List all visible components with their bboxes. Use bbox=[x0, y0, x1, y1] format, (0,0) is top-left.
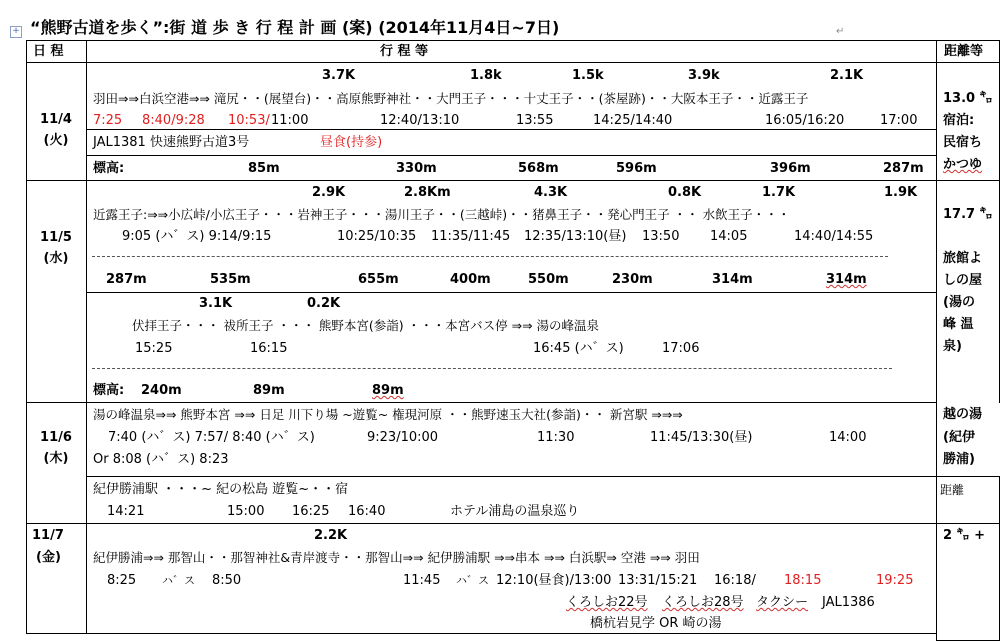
header-distance: 距離等 bbox=[944, 44, 984, 59]
segment-distance: 3.9k bbox=[688, 68, 720, 83]
distance-column-line bbox=[936, 40, 937, 641]
lodging-name: (湯の bbox=[943, 295, 975, 310]
lodging-label: 宿泊: bbox=[943, 113, 975, 128]
elevation-label: 標高: bbox=[93, 161, 125, 176]
segment-distance: 1.5k bbox=[572, 68, 604, 83]
elevation: 240m bbox=[141, 383, 182, 398]
day-date: 11/4 bbox=[40, 112, 72, 127]
segment-distance: 1.8k bbox=[470, 68, 502, 83]
time: 9:23/10:00 bbox=[367, 430, 439, 445]
lodging-name: 勝浦) bbox=[943, 452, 975, 467]
elevation: 568m bbox=[518, 161, 559, 176]
time: 14:40/14:55 bbox=[794, 229, 874, 244]
flight-info: JAL1386 bbox=[822, 595, 875, 610]
time-red: 8:40/9:28 bbox=[142, 113, 205, 128]
transport-name: タクシー bbox=[756, 595, 809, 610]
elevation: 287m bbox=[883, 161, 924, 176]
segment-distance: 0.2K bbox=[307, 296, 341, 311]
time: 10:25/10:35 bbox=[337, 229, 417, 244]
time: 15:25 bbox=[135, 341, 173, 356]
elevation: 89m bbox=[253, 383, 285, 398]
segment-distance: 3.1K bbox=[199, 296, 233, 311]
time: 12:10(昼食)/13:00 bbox=[496, 573, 612, 588]
time: 12:35/13:10(昼) bbox=[524, 229, 627, 244]
day-date: 11/7 bbox=[32, 528, 64, 543]
segment-distance: 1.7K bbox=[762, 185, 796, 200]
elevation: 85m bbox=[248, 161, 280, 176]
time: 7:40 (ハ゛ス) 7:57/ 8:40 (ハ゛ス) bbox=[108, 430, 315, 445]
time-alternative: Or 8:08 (ハ゛ス) 8:23 bbox=[93, 452, 229, 467]
page-title: “熊野古道を歩く”:街 道 歩 き 行 程 計 画 (案) (2014年11月4日~7日) bbox=[30, 18, 560, 37]
onsen-note: ホテル浦島の温泉巡り bbox=[450, 504, 580, 519]
elevation: 287m bbox=[106, 272, 147, 287]
elevation: 314m bbox=[826, 272, 867, 287]
day-weekday: (金) bbox=[36, 550, 61, 565]
elevation: 314m bbox=[712, 272, 753, 287]
dashed-separator bbox=[92, 256, 888, 257]
time: 11:45/13:30(昼) bbox=[650, 430, 753, 445]
elevation: 400m bbox=[450, 272, 491, 287]
elevation-label: 標高: bbox=[93, 383, 125, 398]
time: 11:00 bbox=[271, 113, 309, 128]
time: 13:50 bbox=[642, 229, 680, 244]
table-border-top bbox=[26, 40, 1000, 41]
time: 12:40/13:10 bbox=[380, 113, 460, 128]
lunch-note: 昼食(持参) bbox=[320, 135, 383, 150]
elevation: 230m bbox=[612, 272, 653, 287]
time: 16:18/ bbox=[714, 573, 756, 588]
route-line: 湯の峰温泉⇒⇒ 熊野本宮 ⇒⇒ 日足 川下り場 ~遊覧~ 権現河原 ・・熊野速玉大社(参詣)・・ 新宮駅 ⇒⇒⇒ bbox=[93, 407, 683, 422]
day-divider bbox=[26, 180, 1000, 181]
dashed-separator bbox=[92, 368, 892, 369]
route-line: 紀伊勝浦駅 ・・・~ 紀の松島 遊覧~・・宿 bbox=[93, 482, 349, 497]
segment-distance: 2.1K bbox=[830, 68, 864, 83]
time: 11:30 bbox=[537, 430, 575, 445]
elevation: 550m bbox=[528, 272, 569, 287]
elevation: 655m bbox=[358, 272, 399, 287]
time-red: 7:25 bbox=[93, 113, 123, 128]
paragraph-mark: ↵ bbox=[836, 26, 845, 37]
time: 14:25/14:40 bbox=[593, 113, 673, 128]
lodging-name: 民宿ち bbox=[943, 135, 983, 150]
time: 9:05 (ハ゛ス) 9:14/9:15 bbox=[122, 229, 272, 244]
time-red: 10:53/ bbox=[228, 113, 270, 128]
elevation: 535m bbox=[210, 272, 251, 287]
day-date: 11/5 bbox=[40, 230, 72, 245]
segment-distance: 2.8Km bbox=[404, 185, 451, 200]
time: 11:45 bbox=[403, 573, 441, 588]
time: 16:40 bbox=[348, 504, 386, 519]
header-divider bbox=[26, 62, 1000, 63]
flight-info: JAL1381 快速熊野古道3号 bbox=[93, 135, 250, 150]
segment-distance: 3.7K bbox=[322, 68, 356, 83]
segment-distance: 0.8K bbox=[668, 185, 702, 200]
time: 17:06 bbox=[662, 341, 700, 356]
segment-distance: 4.3K bbox=[534, 185, 568, 200]
time: 16:15 bbox=[250, 341, 288, 356]
lodging-name: (紀伊 bbox=[943, 430, 975, 445]
time-red: 19:25 bbox=[876, 573, 914, 588]
time: 17:00 bbox=[880, 113, 918, 128]
day-weekday: (水) bbox=[43, 251, 69, 266]
route-line: 羽田⇒⇒白浜空港⇒⇒ 滝尻・・(展望台)・・高原熊野神社・・大門王子・・・十丈王子・・(茶屋跡)・・大阪本王子・・近露王子 bbox=[93, 91, 809, 106]
day-date: 11/6 bbox=[40, 430, 72, 445]
time: 15:00 bbox=[227, 504, 265, 519]
time: 16:45 (ハ゛ス) bbox=[533, 341, 624, 356]
train-name: くろしお28号 bbox=[662, 595, 744, 610]
time: 14:00 bbox=[829, 430, 867, 445]
table-border-right bbox=[999, 40, 1000, 403]
day-divider bbox=[26, 523, 1000, 524]
elevation: 330m bbox=[396, 161, 437, 176]
time: 16:25 bbox=[292, 504, 330, 519]
time: 16:05/16:20 bbox=[765, 113, 845, 128]
table-border-right bbox=[999, 476, 1000, 641]
elevation: 596m bbox=[616, 161, 657, 176]
bus-mark: ハ゛ス bbox=[162, 574, 195, 587]
day-weekday: (木) bbox=[43, 451, 69, 466]
elevation: 89m bbox=[372, 383, 404, 398]
time: 13:31/15:21 bbox=[618, 573, 698, 588]
table-border-left bbox=[26, 40, 27, 634]
table-border-bottom bbox=[26, 633, 936, 634]
time: 8:50 bbox=[212, 573, 242, 588]
day-divider bbox=[26, 402, 936, 403]
header-route: 行 程 等 bbox=[380, 44, 429, 59]
date-column-line bbox=[86, 40, 87, 634]
lodging-name: 泉) bbox=[943, 339, 962, 354]
route-line: 紀伊勝浦⇒⇒ 那智山・・那智神社&青岸渡寺・・那智山⇒⇒ 紀伊勝浦駅 ⇒⇒串本 ⇒⇒ 白浜駅⇒ 空港 ⇒⇒ 羽田 bbox=[93, 550, 700, 565]
alt-plan: 橋杭岩見学 OR 崎の湯 bbox=[590, 616, 722, 631]
train-name: くろしお22号 bbox=[566, 595, 648, 610]
lodging-name: しの屋 bbox=[943, 273, 983, 288]
bus-mark: ハ゛ス bbox=[456, 574, 489, 587]
day1-inner-line bbox=[86, 129, 936, 130]
time: 14:05 bbox=[710, 229, 748, 244]
day-distance: 17.7 ㌔ bbox=[943, 207, 993, 222]
lodging-name: 峰 温 bbox=[943, 317, 974, 332]
time: 14:21 bbox=[107, 504, 145, 519]
time: 11:35/11:45 bbox=[431, 229, 511, 244]
segment-distance: 1.9K bbox=[884, 185, 918, 200]
route-line: 伏拝王子・・・ 祓所王子 ・・・ 熊野本宮(参詣) ・・・本宮バス停 ⇒⇒ 湯の峰温泉 bbox=[132, 318, 600, 333]
table-border-bottom bbox=[936, 640, 1000, 641]
day2-inner-line bbox=[86, 292, 936, 293]
header-date: 日 程 bbox=[33, 44, 64, 59]
lodging-name: 越の湯 bbox=[943, 407, 983, 422]
time: 8:25 bbox=[107, 573, 137, 588]
route-line: 近露王子:⇒⇒小広峠/小広王子・・・岩神王子・・・湯川王子・・(三越峠)・・猪鼻王子・・発心門王子 ・・ 水飲王子・・・ bbox=[93, 207, 791, 222]
day3-inner-line bbox=[86, 476, 1000, 477]
day1-inner-line bbox=[86, 155, 936, 156]
day-distance: 2 ㌔ + bbox=[943, 528, 985, 543]
day-distance: 13.0 ㌔ bbox=[943, 91, 993, 106]
day-weekday: (火) bbox=[43, 133, 69, 148]
time: 13:55 bbox=[516, 113, 554, 128]
lodging-name: 旅館よ bbox=[943, 251, 983, 266]
table-anchor-icon[interactable]: + bbox=[10, 26, 22, 38]
elevation: 396m bbox=[770, 161, 811, 176]
time-red: 18:15 bbox=[784, 573, 822, 588]
lodging-name: かつゆ bbox=[943, 157, 983, 172]
distance-label: 距離 bbox=[940, 483, 965, 497]
segment-distance: 2.9K bbox=[312, 185, 346, 200]
segment-distance: 2.2K bbox=[314, 528, 348, 543]
